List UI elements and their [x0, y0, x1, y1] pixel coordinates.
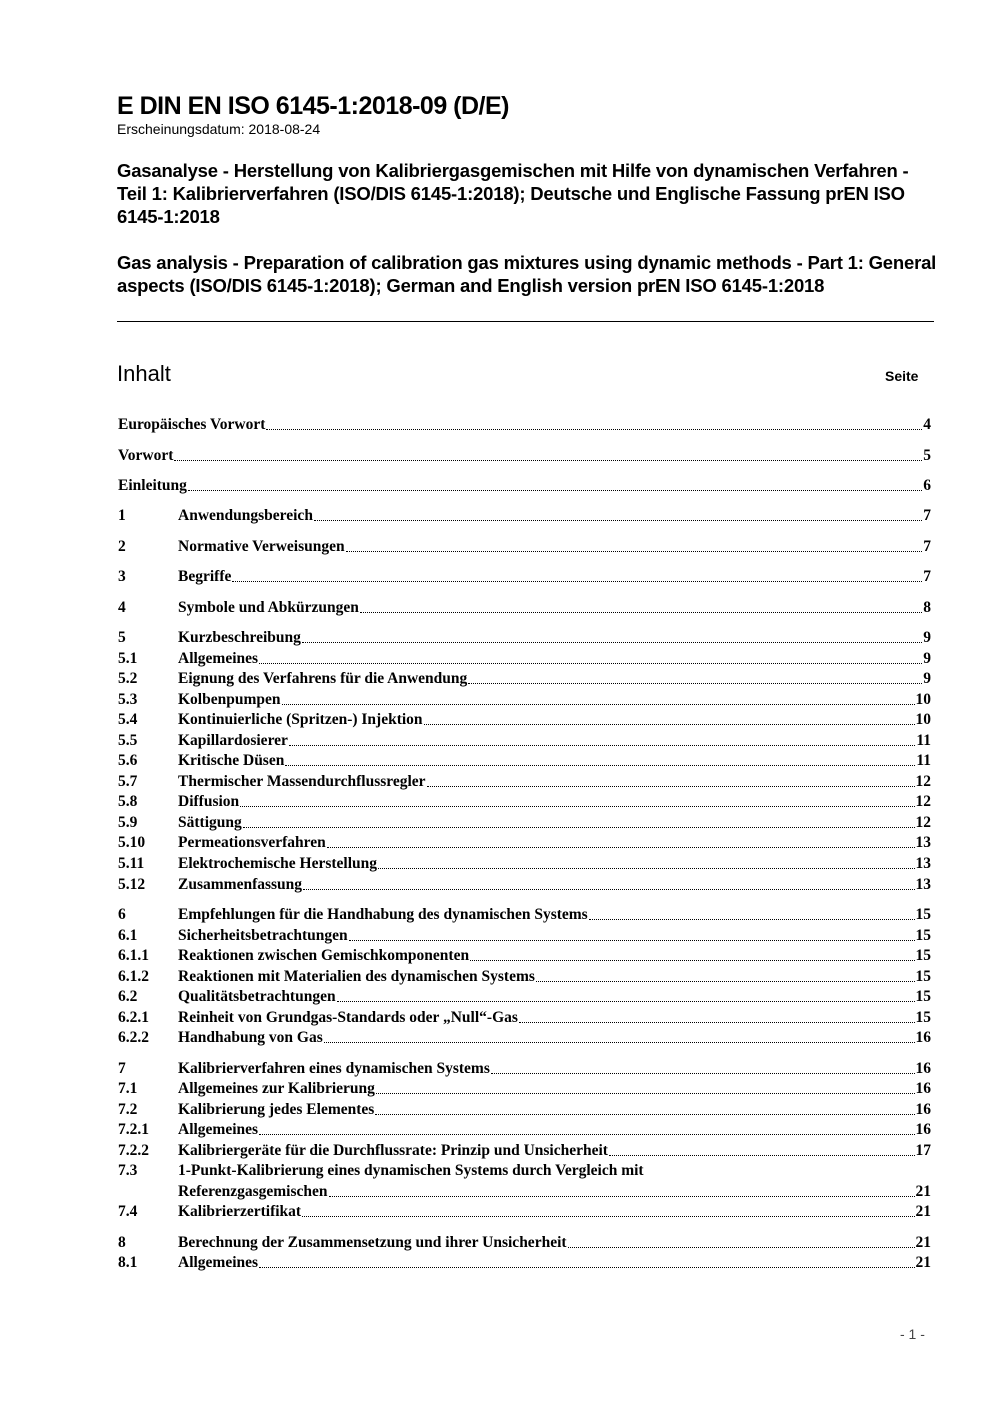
toc-entry-page: 13	[915, 834, 931, 851]
document-id: E DIN EN ISO 6145-1:2018-09 (D/E)	[117, 92, 509, 120]
toc-entry-label: Kontinuierliche (Spritzen-) Injektion	[178, 711, 423, 728]
toc-entry-number: 5.1	[118, 650, 138, 667]
toc-entry-label: Elektrochemische Herstellung	[178, 855, 378, 872]
title-english: Gas analysis - Preparation of calibration gas mixtures using dynamic methods - Part 1: General aspects (ISO/DIS 6145-1:2018); German and English version prEN ISO 6145-1:2018	[117, 252, 937, 296]
toc-entry-number: 6.2.1	[118, 1009, 149, 1026]
toc-dot-leader	[491, 1073, 915, 1074]
toc-entry[interactable]	[118, 1140, 931, 1160]
toc-entry-label: Allgemeines	[178, 650, 259, 667]
toc-dot-leader	[314, 520, 922, 521]
toc-entry[interactable]	[118, 445, 931, 465]
divider	[117, 321, 934, 322]
toc-entry-number: 8.1	[118, 1254, 138, 1271]
toc-entry-page: 17	[915, 1142, 931, 1159]
toc-entry-label: Kalibriergeräte für die Durchflussrate: Prinzip und Unsicherheit	[178, 1142, 608, 1159]
toc-entry-page: 15	[915, 988, 931, 1005]
toc-entry-page: 7	[923, 538, 931, 555]
toc-entry[interactable]	[118, 730, 931, 750]
toc-entry-page: 12	[915, 773, 931, 790]
toc-entry[interactable]	[118, 1252, 931, 1272]
toc-entry-page: 12	[915, 814, 931, 831]
toc-entry-page: 16	[915, 1029, 931, 1046]
toc-entry-page: 5	[923, 447, 931, 464]
toc-dot-leader	[174, 460, 922, 461]
toc-entry-page: 16	[915, 1101, 931, 1118]
toc-entry-label: Zusammenfassung	[178, 876, 303, 893]
toc-entry-label: 1-Punkt-Kalibrierung eines dynamischen Systems durch Vergleich mit	[178, 1162, 644, 1179]
toc-dot-leader	[282, 704, 915, 705]
toc-entry-label: Reinheit von Grundgas-Standards oder „Null“-Gas	[178, 1009, 518, 1026]
page-number: - 1 -	[900, 1326, 925, 1342]
toc-entry-label: Kapillardosierer	[178, 732, 288, 749]
title-german: Gasanalyse - Herstellung von Kalibriergasgemischen mit Hilfe von dynamischen Verfahren - Teil 1: Kalibrierverfahren (ISO/DIS 6145-1:2018); Deutsche und Englische Fassung prEN ISO 6145-1:2018	[117, 160, 909, 227]
toc-entry-label: Qualitätsbetrachtungen	[178, 988, 336, 1005]
toc-entry-page: 6	[923, 477, 931, 494]
toc-entry-page: 21	[915, 1234, 931, 1251]
toc-entry-label: Reaktionen mit Materialien des dynamischen Systems	[178, 968, 535, 985]
toc-entry-number: 3	[118, 568, 126, 585]
toc-entry-page: 16	[915, 1121, 931, 1138]
toc-entry-number: 6.1.2	[118, 968, 149, 985]
toc-entry-page: 11	[916, 752, 931, 769]
toc-entry-label: Begriffe	[178, 568, 232, 585]
toc-entry-number: 5.2	[118, 670, 138, 687]
toc-entry-page: 16	[915, 1080, 931, 1097]
toc-entry-page: 9	[923, 650, 931, 667]
toc-entry-number: 5.12	[118, 876, 146, 893]
toc-entry-label: Allgemeines	[178, 1254, 259, 1271]
toc-dot-leader	[589, 919, 915, 920]
toc-entry[interactable]	[118, 771, 931, 791]
toc-entry-label: Permeationsverfahren	[178, 834, 326, 851]
toc-entry-label: Empfehlungen für die Handhabung des dynamischen Systems	[178, 906, 588, 923]
toc-entry[interactable]	[118, 668, 931, 688]
toc-entry[interactable]	[118, 904, 931, 924]
toc-entry[interactable]	[118, 832, 931, 852]
toc-entry[interactable]	[118, 874, 931, 894]
toc-dot-leader	[259, 1267, 914, 1268]
toc-entry-page: 12	[915, 793, 931, 810]
toc-entry[interactable]	[118, 945, 931, 965]
toc-dot-leader	[302, 642, 922, 643]
toc-dot-leader	[324, 1042, 915, 1043]
toc-entry-page: 7	[923, 507, 931, 524]
toc-entry-label: Referenzgasgemischen	[178, 1183, 328, 1200]
toc-entry-label: Vorwort	[118, 447, 174, 464]
toc-dot-leader	[349, 940, 915, 941]
toc-entry-number: 6.2.2	[118, 1029, 149, 1046]
toc-entry-label: Sicherheitsbetrachtungen	[178, 927, 348, 944]
toc-entry-page: 15	[915, 927, 931, 944]
toc-dot-leader	[424, 724, 915, 725]
toc-dot-leader	[376, 1093, 915, 1094]
toc-entry-label: Allgemeines zur Kalibrierung	[178, 1080, 375, 1097]
toc-entry-number: 5.9	[118, 814, 138, 831]
toc-entry-number: 2	[118, 538, 126, 555]
toc-entry-number: 5.3	[118, 691, 138, 708]
toc-entry-number: 7.4	[118, 1203, 138, 1220]
toc-entry[interactable]	[118, 1078, 931, 1098]
toc-entry-page: 13	[915, 876, 931, 893]
toc-entry-label: Europäisches Vorwort	[118, 416, 266, 433]
toc-entry-number: 6.1.1	[118, 947, 149, 964]
toc-entry-number: 7.2.2	[118, 1142, 149, 1159]
toc-entry-number: 7.2.1	[118, 1121, 149, 1138]
toc-entry-page: 8	[923, 599, 931, 616]
toc-entry[interactable]	[118, 689, 931, 709]
toc-entry-page: 21	[915, 1203, 931, 1220]
toc-entry-page: 15	[915, 1009, 931, 1026]
toc-entry[interactable]	[118, 853, 931, 873]
toc-entry[interactable]	[118, 1232, 931, 1252]
toc-entry[interactable]	[118, 791, 931, 811]
toc-entry-page: 15	[915, 906, 931, 923]
toc-dot-leader	[289, 745, 915, 746]
toc-entry-number: 5	[118, 629, 126, 646]
toc-entry-label: Symbole und Abkürzungen	[178, 599, 359, 616]
toc-dot-leader	[259, 1134, 914, 1135]
toc-entry-number: 6.1	[118, 927, 138, 944]
toc-entry-number: 5.5	[118, 732, 138, 749]
toc-entry-number: 7.3	[118, 1162, 138, 1179]
toc-entry[interactable]	[118, 505, 931, 525]
toc-entry-label: Sättigung	[178, 814, 242, 831]
toc-entry[interactable]	[118, 966, 931, 986]
toc-dot-leader	[259, 663, 922, 664]
toc-entry[interactable]	[118, 709, 931, 729]
toc-dot-leader	[609, 1155, 915, 1156]
toc-entry-label: Berechnung der Zusammensetzung und ihrer Unsicherheit	[178, 1234, 567, 1251]
toc-dot-leader	[375, 1114, 914, 1115]
toc-entry[interactable]	[118, 1160, 931, 1180]
toc-dot-leader	[468, 683, 922, 684]
toc-dot-leader	[519, 1022, 915, 1023]
toc-entry[interactable]	[118, 414, 931, 434]
toc-entry-number: 1	[118, 507, 126, 524]
toc-entry-number: 5.4	[118, 711, 138, 728]
toc-dot-leader	[302, 1216, 914, 1217]
toc-entry[interactable]	[118, 1027, 931, 1047]
toc-dot-leader	[240, 806, 914, 807]
toc-entry-label: Kolbenpumpen	[178, 691, 281, 708]
toc-entry-label: Anwendungsbereich	[178, 507, 313, 524]
toc-entry-page: 15	[915, 947, 931, 964]
toc-entry-page: 7	[923, 568, 931, 585]
toc-entry-label: Kalibrierverfahren eines dynamischen Systems	[178, 1060, 490, 1077]
toc-entry-label: Thermischer Massendurchflussregler	[178, 773, 426, 790]
toc-entry-page: 9	[923, 670, 931, 687]
toc-entry-number: 7.2	[118, 1101, 138, 1118]
toc-entry-label: Allgemeines	[178, 1121, 259, 1138]
toc-dot-leader	[303, 889, 914, 890]
toc-entry-page: 13	[915, 855, 931, 872]
toc-entry-page: 21	[915, 1254, 931, 1271]
toc-entry-number: 5.6	[118, 752, 138, 769]
toc-entry-number: 7.1	[118, 1080, 138, 1097]
toc-entry-number: 7	[118, 1060, 126, 1077]
toc-entry-page: 21	[915, 1183, 931, 1200]
toc-entry[interactable]	[118, 1201, 931, 1221]
toc-entry-page: 16	[915, 1060, 931, 1077]
toc-dot-leader	[337, 1001, 915, 1002]
toc-entry[interactable]	[118, 1099, 931, 1119]
toc-entry[interactable]	[118, 1119, 931, 1139]
toc-entry-label: Kritische Düsen	[178, 752, 285, 769]
toc-dot-leader	[188, 490, 922, 491]
toc-heading: Inhalt	[117, 361, 171, 386]
toc-entry-label: Reaktionen zwischen Gemischkomponenten	[178, 947, 470, 964]
toc-dot-leader	[360, 612, 922, 613]
toc-dot-leader	[243, 827, 915, 828]
toc-dot-leader	[536, 981, 915, 982]
toc-dot-leader	[378, 868, 914, 869]
toc-entry[interactable]	[118, 1058, 931, 1078]
toc-entry-number: 5.7	[118, 773, 138, 790]
toc-entry[interactable]	[118, 648, 931, 668]
toc-dot-leader	[346, 551, 923, 552]
toc-entry-page: 10	[915, 691, 931, 708]
toc-entry-number: 6	[118, 906, 126, 923]
toc-entry-label: Normative Verweisungen	[178, 538, 345, 555]
toc-entry-number: 5.11	[118, 855, 145, 872]
toc-entry-number: 5.10	[118, 834, 146, 851]
toc-entry[interactable]	[118, 597, 931, 617]
toc-dot-leader	[470, 960, 914, 961]
toc-dot-leader	[327, 847, 915, 848]
toc-entry-label: Kalibrierzertifikat	[178, 1203, 302, 1220]
toc-entry[interactable]	[118, 627, 931, 647]
toc-entry-number: 4	[118, 599, 126, 616]
publication-date: Erscheinungsdatum: 2018-08-24	[117, 121, 321, 137]
toc-entry-number: 5.8	[118, 793, 138, 810]
toc-entry[interactable]	[118, 566, 931, 586]
toc-entry-label: Kurzbeschreibung	[178, 629, 301, 646]
toc-entry-page: 15	[915, 968, 931, 985]
toc-entry-label: Eignung des Verfahrens für die Anwendung	[178, 670, 468, 687]
toc-entry[interactable]	[118, 986, 931, 1006]
toc-entry[interactable]	[118, 750, 931, 770]
toc-entry-page: 10	[915, 711, 931, 728]
toc-entry[interactable]	[118, 812, 931, 832]
toc-dot-leader	[266, 429, 922, 430]
toc-entry-page: 11	[916, 732, 931, 749]
toc-entry-label: Kalibrierung jedes Elementes	[178, 1101, 375, 1118]
toc-entry[interactable]	[118, 1007, 931, 1027]
toc-entry-label: Handhabung von Gas	[178, 1029, 323, 1046]
toc-entry[interactable]	[118, 925, 931, 945]
toc-dot-leader	[232, 581, 922, 582]
toc-dot-leader	[568, 1247, 915, 1248]
toc-entry-number: 8	[118, 1234, 126, 1251]
toc-entry[interactable]	[118, 536, 931, 556]
toc-entry[interactable]	[118, 475, 931, 495]
toc-entry-label: Einleitung	[118, 477, 187, 494]
toc-dot-leader	[329, 1196, 915, 1197]
toc-entry-number: 6.2	[118, 988, 138, 1005]
toc-page-column-label: Seite	[885, 368, 919, 384]
toc-entry-label: Diffusion	[178, 793, 240, 810]
toc-entry-page: 9	[923, 629, 931, 646]
toc-dot-leader	[285, 765, 915, 766]
toc-dot-leader	[427, 786, 915, 787]
toc-entry-page: 4	[923, 416, 931, 433]
toc-entry[interactable]	[118, 1181, 931, 1201]
